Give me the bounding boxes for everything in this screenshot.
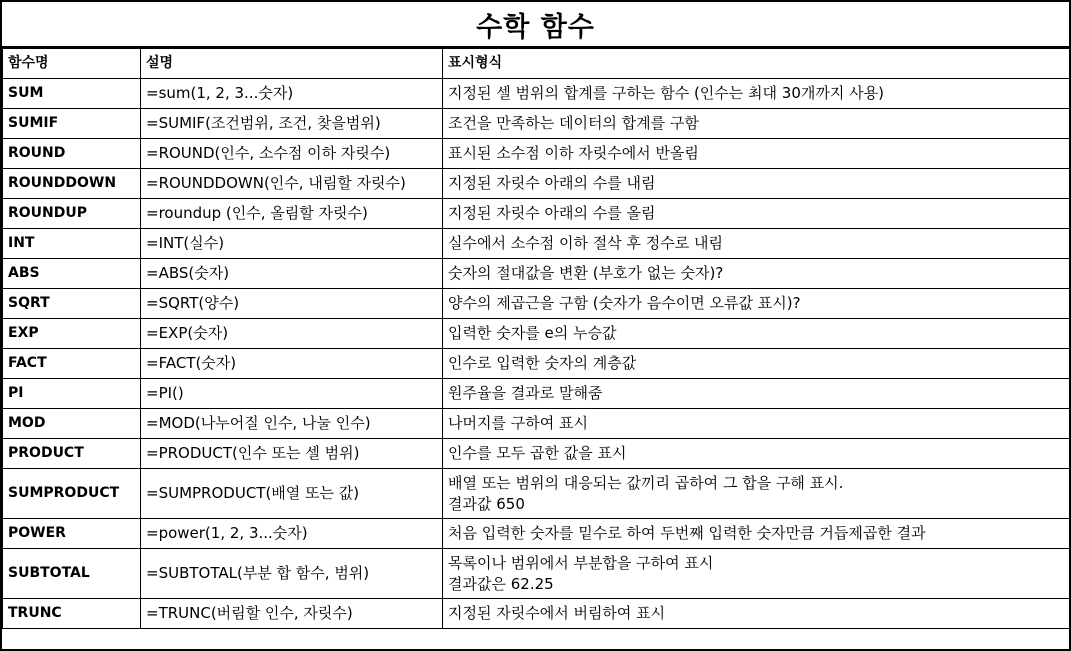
syntax-cell[interactable]: =sum(1, 2, 3...숫자): [141, 79, 443, 109]
table-row: [3, 289, 1070, 319]
table-row: [3, 169, 1070, 199]
description-line: 입력한 숫자를 e의 누승값: [448, 324, 617, 342]
description-line: 숫자의 절대값을 변환 (부호가 없는 숫자)?: [448, 264, 724, 282]
function-name-cell[interactable]: INT: [3, 229, 141, 259]
description-line: 인수로 입력한 숫자의 계층값: [448, 354, 637, 372]
function-name-cell[interactable]: TRUNC: [3, 599, 141, 629]
header-function-name[interactable]: 함수명: [3, 49, 141, 79]
description-line: 지정된 자릿수 아래의 수를 내림: [448, 174, 656, 192]
function-name-cell[interactable]: POWER: [3, 519, 141, 549]
header-description[interactable]: 표시형식: [443, 49, 1070, 79]
syntax-cell[interactable]: =ROUND(인수, 소수점 이하 자릿수): [141, 139, 443, 169]
table-row: [3, 199, 1070, 229]
table-row: [3, 549, 1070, 599]
syntax-cell[interactable]: =ROUNDDOWN(인수, 내림할 자릿수): [141, 169, 443, 199]
syntax-cell[interactable]: =SQRT(양수): [141, 289, 443, 319]
description-cell[interactable]: [443, 469, 1070, 519]
description-cell[interactable]: [443, 599, 1070, 629]
math-functions-table: [2, 48, 1070, 629]
syntax-cell[interactable]: =SUMIF(조건범위, 조건, 찾을범위): [141, 109, 443, 139]
description-line: 지정된 셀 범위의 합계를 구하는 함수 (인수는 최대 30개까지 사용): [448, 84, 884, 102]
syntax-cell[interactable]: =ABS(숫자): [141, 259, 443, 289]
table-row: [3, 439, 1070, 469]
table-row: [3, 519, 1070, 549]
function-name-cell[interactable]: ROUND: [3, 139, 141, 169]
description-line: 조건을 만족하는 데이터의 합계를 구함: [448, 114, 699, 132]
function-name-cell[interactable]: ABS: [3, 259, 141, 289]
table-row: [3, 109, 1070, 139]
description-cell[interactable]: [443, 229, 1070, 259]
table-row: [3, 379, 1070, 409]
table-row: [3, 229, 1070, 259]
description-line: 배열 또는 범위의 대응되는 값끼리 곱하여 그 합을 구해 표시.: [448, 473, 844, 492]
function-name-cell[interactable]: SUMIF: [3, 109, 141, 139]
function-name-cell[interactable]: SUBTOTAL: [3, 549, 141, 599]
description-line: 결과값은 62.25: [448, 574, 554, 593]
function-name-cell[interactable]: PI: [3, 379, 141, 409]
syntax-cell[interactable]: =MOD(나누어질 인수, 나눌 인수): [141, 409, 443, 439]
syntax-cell[interactable]: =SUBTOTAL(부분 합 함수, 범위): [141, 549, 443, 599]
table-row: [3, 599, 1070, 629]
syntax-cell[interactable]: =PRODUCT(인수 또는 셀 범위): [141, 439, 443, 469]
function-name-cell[interactable]: FACT: [3, 349, 141, 379]
description-line: 목록이나 범위에서 부분합을 구하여 표시: [448, 553, 714, 572]
table-row: [3, 79, 1070, 109]
description-line: 결과값 650: [448, 494, 525, 513]
description-line: 지정된 자릿수에서 버림하여 표시: [448, 604, 666, 622]
syntax-cell[interactable]: =power(1, 2, 3...숫자): [141, 519, 443, 549]
description-cell[interactable]: [443, 349, 1070, 379]
description-cell[interactable]: [443, 379, 1070, 409]
description-cell[interactable]: [443, 319, 1070, 349]
table-row: [3, 469, 1070, 519]
description-cell[interactable]: [443, 109, 1070, 139]
function-name-cell[interactable]: ROUNDUP: [3, 199, 141, 229]
description-line: 원주율을 결과로 말해줌: [448, 384, 603, 402]
function-name-cell[interactable]: SUMPRODUCT: [3, 469, 141, 519]
description-cell[interactable]: [443, 519, 1070, 549]
sheet-title: 수학 함수: [2, 2, 1069, 48]
description-cell[interactable]: [443, 169, 1070, 199]
description-line: 처음 입력한 숫자를 밑수로 하여 두번째 입력한 숫자만큼 거듭제곱한 결과: [448, 524, 926, 542]
function-name-cell[interactable]: EXP: [3, 319, 141, 349]
function-name-cell[interactable]: PRODUCT: [3, 439, 141, 469]
description-cell[interactable]: [443, 139, 1070, 169]
syntax-cell[interactable]: =SUMPRODUCT(배열 또는 값): [141, 469, 443, 519]
function-name-cell[interactable]: SUM: [3, 79, 141, 109]
table-row: [3, 259, 1070, 289]
table-row: [3, 409, 1070, 439]
description-cell[interactable]: [443, 259, 1070, 289]
function-name-cell[interactable]: ROUNDDOWN: [3, 169, 141, 199]
function-name-cell[interactable]: MOD: [3, 409, 141, 439]
syntax-cell[interactable]: =PI(): [141, 379, 443, 409]
header-syntax[interactable]: 설명: [141, 49, 443, 79]
table-row: [3, 319, 1070, 349]
syntax-cell[interactable]: =FACT(숫자): [141, 349, 443, 379]
description-cell[interactable]: [443, 79, 1070, 109]
description-cell[interactable]: [443, 549, 1070, 599]
function-name-cell[interactable]: SQRT: [3, 289, 141, 319]
description-line: 인수를 모두 곱한 값을 표시: [448, 444, 627, 462]
header-row: [3, 49, 1070, 79]
description-cell[interactable]: [443, 289, 1070, 319]
syntax-cell[interactable]: =INT(실수): [141, 229, 443, 259]
description-line: 표시된 소수점 이하 자릿수에서 반올림: [448, 144, 699, 162]
description-cell[interactable]: [443, 409, 1070, 439]
table-row: [3, 139, 1070, 169]
description-line: 양수의 제곱근을 구함 (숫자가 음수이면 오류값 표시)?: [448, 294, 801, 312]
description-line: 실수에서 소수점 이하 절삭 후 정수로 내림: [448, 234, 723, 252]
description-line: 나머지를 구하여 표시: [448, 414, 588, 432]
syntax-cell[interactable]: =EXP(숫자): [141, 319, 443, 349]
description-cell[interactable]: [443, 199, 1070, 229]
syntax-cell[interactable]: =roundup (인수, 올림할 자릿수): [141, 199, 443, 229]
syntax-cell[interactable]: =TRUNC(버림할 인수, 자릿수): [141, 599, 443, 629]
description-line: 지정된 자릿수 아래의 수를 올림: [448, 204, 656, 222]
description-cell[interactable]: [443, 439, 1070, 469]
table-row: [3, 349, 1070, 379]
